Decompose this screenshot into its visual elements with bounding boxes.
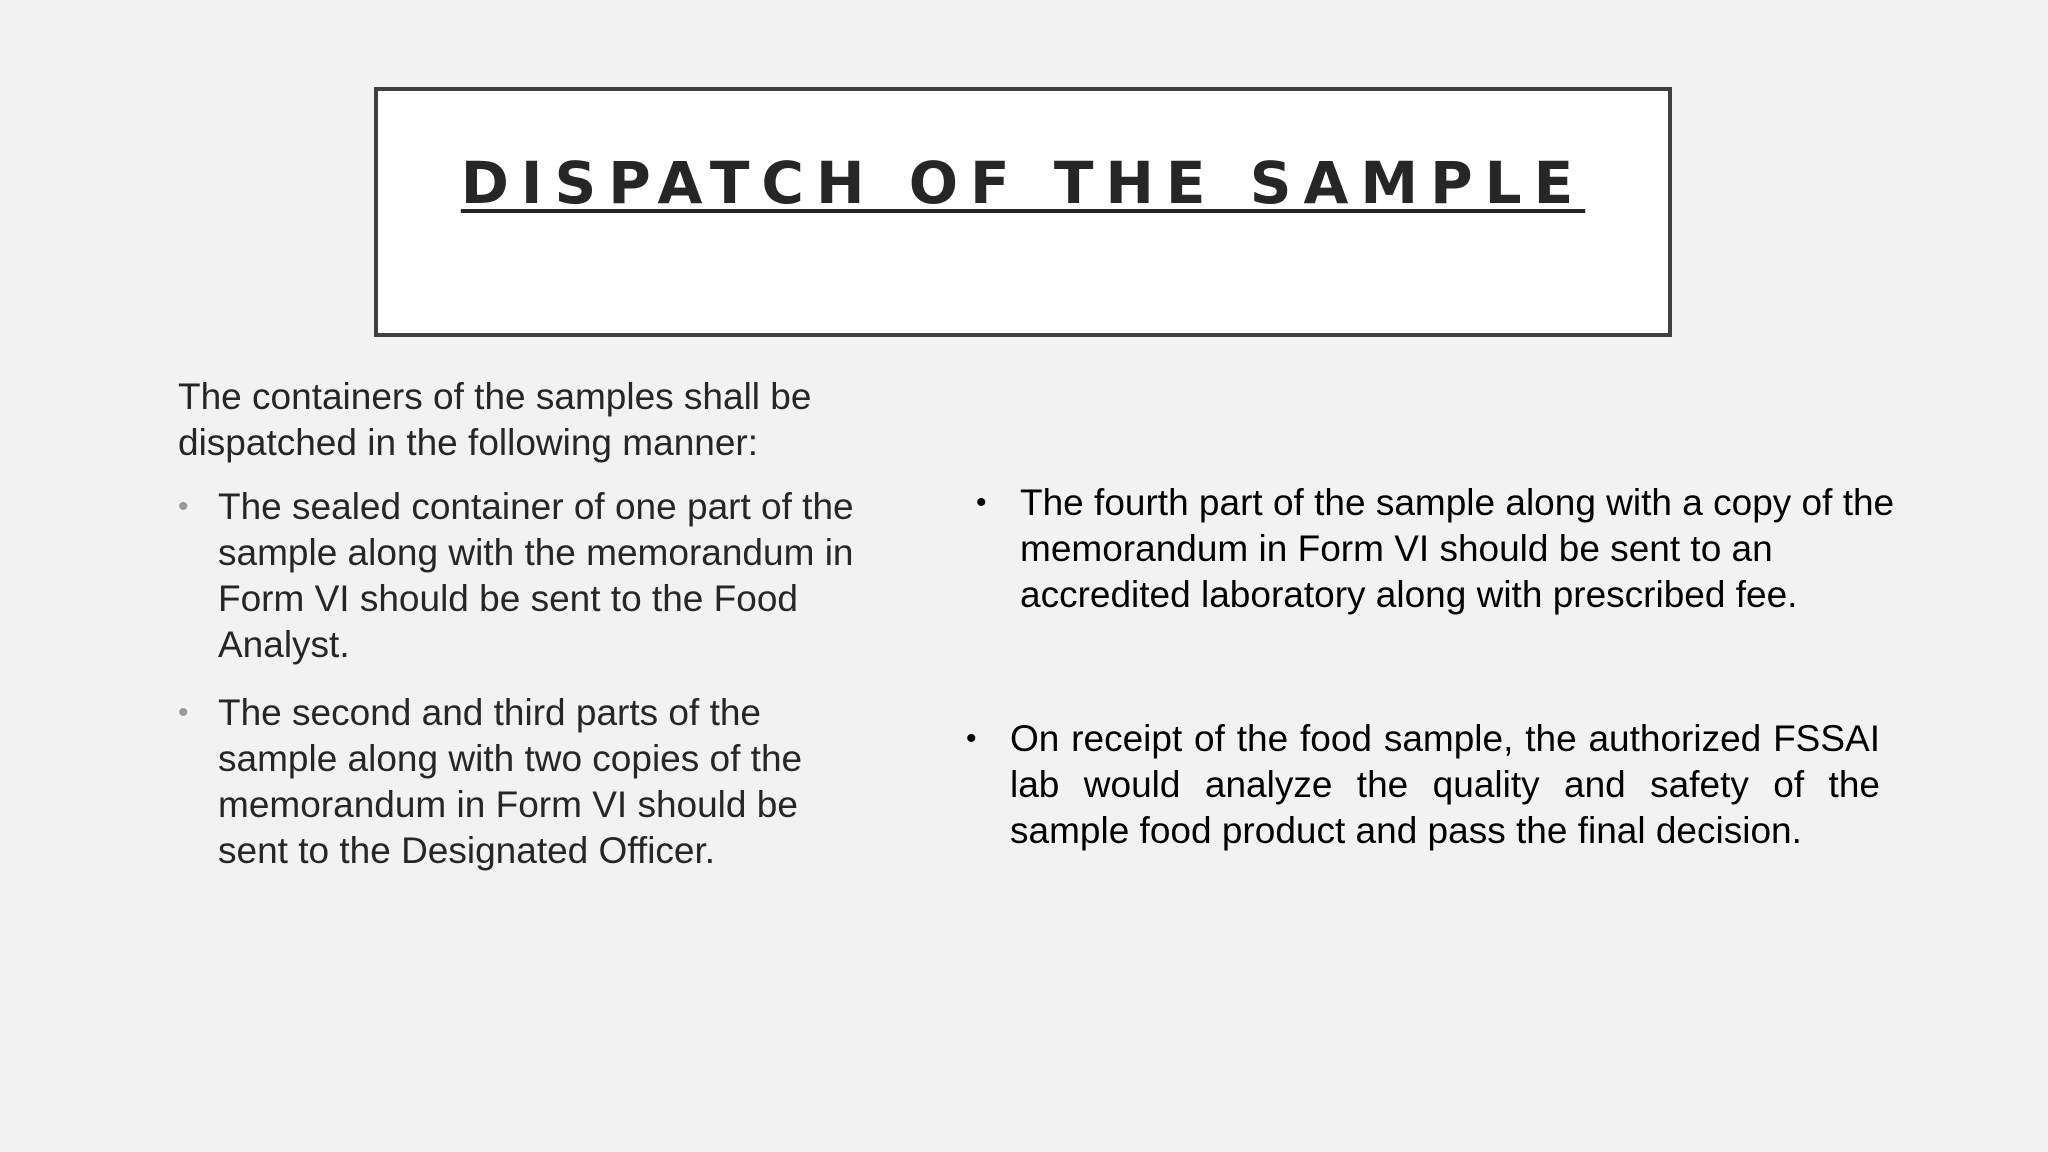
bullet-text: The second and third parts of the sample along with two copies of the memorandum in Form VI should be sent to the Designated Officer. [218,692,803,871]
bullet-text: The fourth part of the sample along with a copy of the memorandum in Form VI should be sent to an accredited laboratory along with prescribed fee. [1020,482,1895,615]
bullet-icon: • [178,696,189,729]
list-item [178,690,878,874]
bullet-text: The sealed container of one part of the sample along with the memorandum in Form VI should be sent to the Food Analyst. [218,486,854,665]
title-box [374,87,1672,337]
bullet-icon: • [178,490,189,523]
left-bullet-list [178,484,878,896]
slide-title: DISPATCH OF THE SAMPLE [460,149,1586,217]
bullet-text: On receipt of the food sample, the authorized FSSAI lab would analyze the quality and safety of the sample food product and pass the final decision. [1010,718,1880,851]
right-bullet-item [976,480,1900,618]
bullet-icon: • [976,486,987,519]
bullet-icon: • [966,722,977,755]
intro-text: The containers of the samples shall be dispatched in the following manner: [178,376,812,463]
right-bullet-item [966,716,1880,854]
list-item [178,484,878,668]
